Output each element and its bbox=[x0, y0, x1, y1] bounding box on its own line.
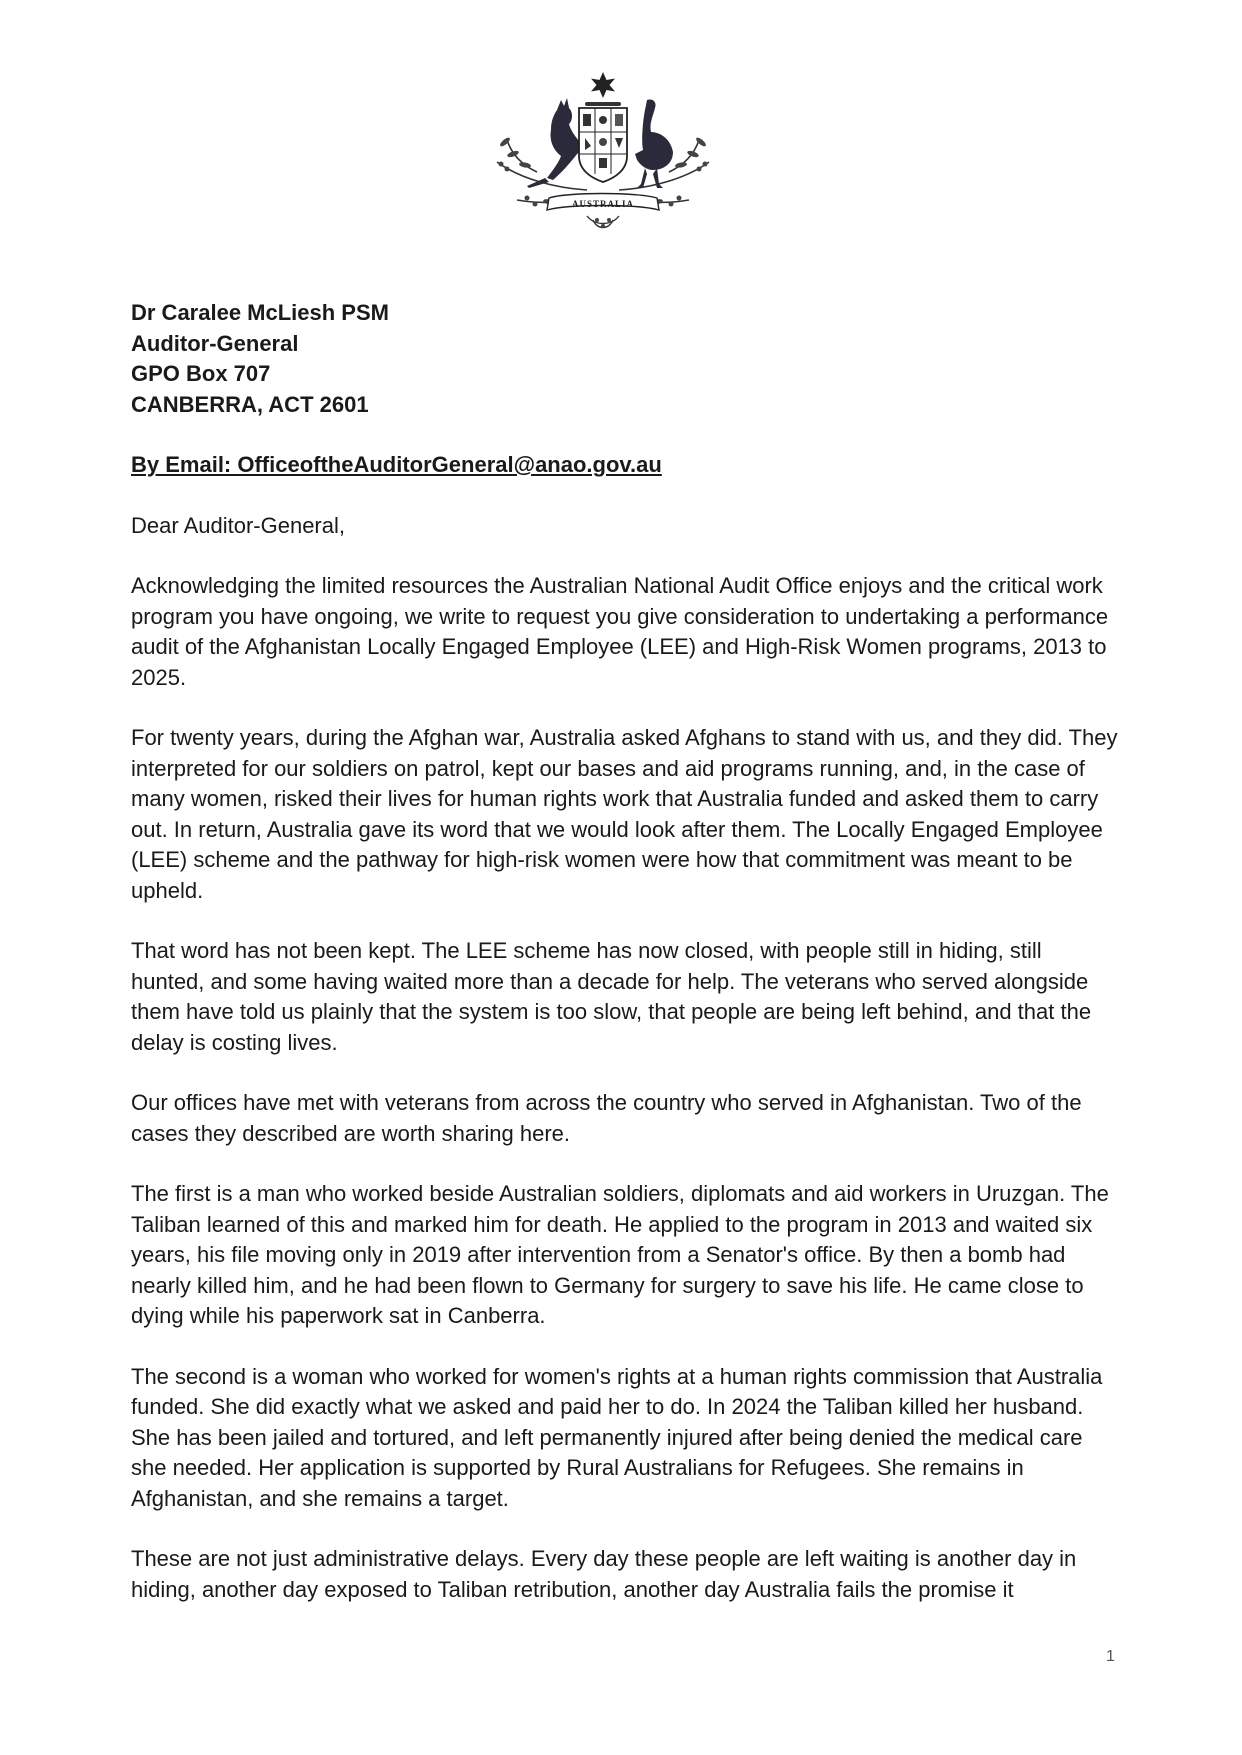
shield-icon bbox=[579, 108, 627, 182]
paragraph-first-case: The first is a man who worked beside Australian soldiers, diplomats and aid workers in Uruzgan. The Taliban learned of this and marked him for death. He applied to the program in 2013 and waited six years, his file moving only in 2019 after intervention from a Senator's office. By then a bomb had nearly killed him, and he had been flown to Germany for surgery to save his life. He came close to dying while his paperwork sat in Canberra. bbox=[131, 1181, 1109, 1328]
email-line: By Email: OfficeoftheAuditorGeneral@anao.gov.au bbox=[131, 452, 662, 477]
recipient-title: Auditor-General bbox=[131, 330, 299, 356]
kangaroo-figure bbox=[527, 98, 585, 188]
paragraph-veterans-meetings: Our offices have met with veterans from across the country who served in Afghanistan. Two of the cases they described are worth sharing here. bbox=[131, 1090, 1082, 1146]
commonwealth-star-icon bbox=[591, 72, 615, 98]
australia-scroll bbox=[547, 194, 659, 211]
emu-figure bbox=[635, 99, 673, 188]
crest-torse bbox=[585, 102, 621, 106]
coat-of-arms-emblem bbox=[487, 70, 719, 235]
recipient-city: CANBERRA, ACT 2601 bbox=[131, 391, 369, 417]
paragraph-afghan-war-context: For twenty years, during the Afghan war, Australia asked Afghans to stand with us, and they did. They interpreted for our soldiers on patrol, kept our bases and aid programs running, and, in the case of many women, risked their lives for human rights work that Australia funded and asked them to carry out. In return, Australia gave its word that we would look after them. The Locally Engaged Employee (LEE) scheme and the pathway for high-risk women were how that commitment was meant to be upheld. bbox=[131, 725, 1118, 903]
scroll-text: AUSTRALIA bbox=[571, 199, 635, 209]
paragraph-not-just-delays: These are not just administrative delays. Every day these people are left waiting is another day in hiding, another day exposed to Taliban retribution, another day Australia fails the promise it bbox=[131, 1546, 1077, 1602]
paragraph-audit-request: Acknowledging the limited resources the Australian National Audit Office enjoys and the critical work program you have ongoing, we write to request you give consideration to undertaking a performance audit of the Afghanistan Locally Engaged Employee (LEE) and High-Risk Women programs, 2013 to 2025. bbox=[131, 573, 1109, 690]
page-number: 1 bbox=[1106, 1648, 1115, 1665]
recipient-po-box: GPO Box 707 bbox=[131, 361, 271, 386]
recipient-name: Dr Caralee McLiesh PSM bbox=[131, 300, 389, 325]
recipient-address-block bbox=[131, 298, 1121, 420]
letter-body bbox=[131, 298, 1121, 1605]
salutation: Dear Auditor-General, bbox=[131, 512, 345, 538]
paragraph-second-case: The second is a woman who worked for women's rights at a human rights commission that Australia funded. She did exactly what we asked and paid her to do. In 2024 the Taliban killed her husband. She has been jailed and tortured, and left permanently injured after being denied the medical care she needed. Her application is supported by Rural Australians for Refugees. She remains in Afghanistan, and she remains a target. bbox=[131, 1363, 1103, 1511]
paragraph-word-not-kept: That word has not been kept. The LEE scheme has now closed, with people still in hiding, still hunted, and some having waited more than a decade for help. The veterans who served alongside them have told us plainly that the system is too slow, that people are being left behind, and that the delay is costing lives. bbox=[131, 938, 1092, 1055]
